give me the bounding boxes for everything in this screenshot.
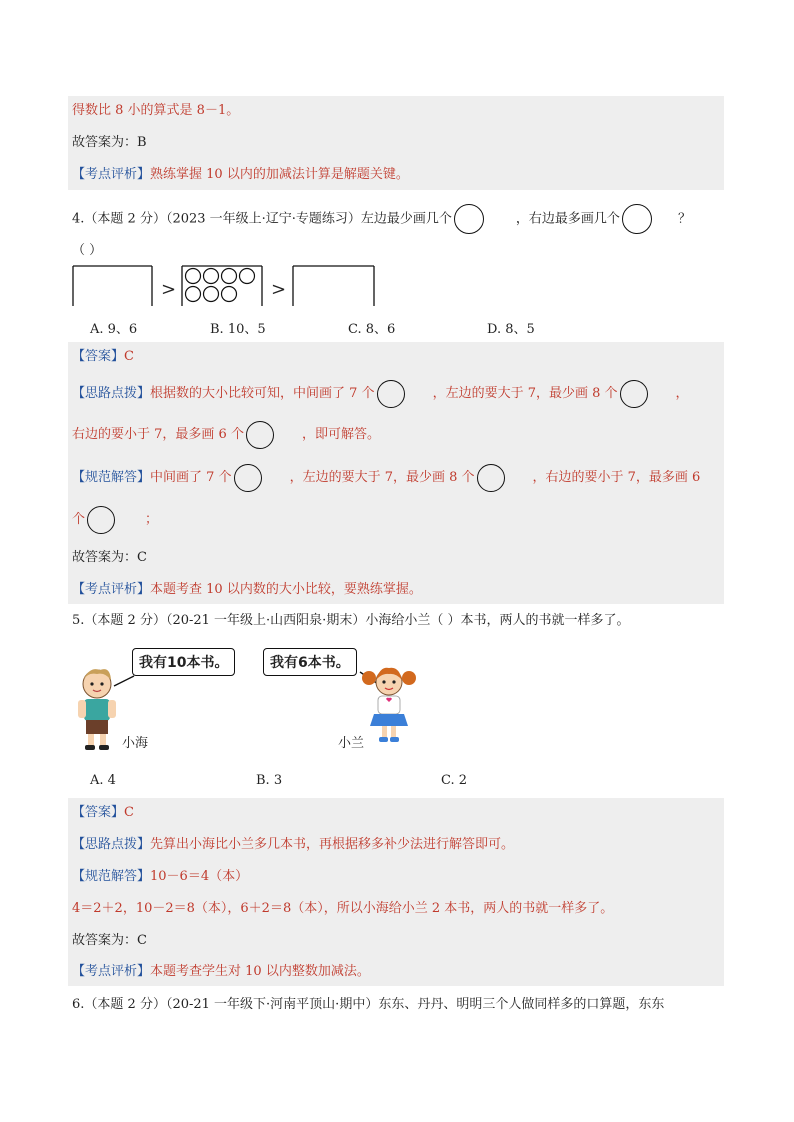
q5-final-answer: 故答案为：C xyxy=(72,933,147,948)
answer-tag: 【答案】 xyxy=(72,805,125,820)
q4-idea-line1 xyxy=(72,379,689,409)
q5-idea xyxy=(72,836,514,854)
q4-solution-line1 xyxy=(72,463,700,493)
review-tag: 【考点评析】 xyxy=(72,582,151,597)
right-box xyxy=(293,266,374,306)
solution-text-a: 中间画了 7 个 xyxy=(150,470,232,485)
answer-value: C xyxy=(124,805,134,820)
circle-icon xyxy=(87,506,115,534)
idea-tag: 【思路点拨】 xyxy=(72,386,151,401)
circle-icon xyxy=(377,380,405,408)
circle-icon xyxy=(234,464,262,492)
review-tag: 【考点评析】 xyxy=(72,167,151,182)
idea-tag: 【思路点拨】 xyxy=(72,837,151,852)
girl-name-label: 小兰 xyxy=(338,736,365,751)
q4-header xyxy=(72,204,691,235)
q5-solution-line2: 4＝2＋2，10－2＝8（本），6＋2＝8（本），所以小海给小兰 2 本书，两人的书就一样多了。 xyxy=(72,901,614,916)
middle-box xyxy=(182,266,262,306)
solution-tag: 【规范解答】 xyxy=(72,470,151,485)
idea-text-b: ，左边的要大于 7，最少画 8 个 xyxy=(432,386,618,401)
circle-icon xyxy=(186,269,201,284)
q4-review xyxy=(72,581,422,599)
review-text: 熟练掌握 10 以内的加减法计算是解题关键。 xyxy=(150,167,409,182)
q4-header-part-a: 4.（本题 2 分）（2023 一年级上·辽宁·专题练习）左边最少画几个 xyxy=(72,211,452,227)
q4-option-d: D. 8、5 xyxy=(487,322,535,337)
circle-icon xyxy=(622,204,652,234)
answer-tag: 【答案】 xyxy=(72,349,125,364)
q3-final-answer: 故答案为：B xyxy=(72,135,147,150)
greater-than-sign-1: > xyxy=(161,279,177,300)
circle-icon xyxy=(246,421,274,449)
circle-icon xyxy=(222,287,237,302)
q5-option-a: A. 4 xyxy=(90,773,116,788)
q4-figure xyxy=(72,264,382,308)
greater-than-sign-2: > xyxy=(271,279,287,300)
q4-option-b: B. 10、5 xyxy=(210,322,266,337)
q4-header-part-b: ，右边最多画几个 xyxy=(515,211,620,227)
idea-text: 先算出小海比小兰多几本书，再根据移多补少法进行解答即可。 xyxy=(150,837,515,852)
speech-bubble-boy: 我有10本书。 xyxy=(132,648,235,676)
solution-text: 10－6＝4（本） xyxy=(150,869,249,884)
review-tag: 【考点评析】 xyxy=(72,964,151,979)
q5-review xyxy=(72,963,370,981)
answer-value: C xyxy=(124,349,134,364)
q5-header: 5.（本题 2 分）（20-21 一年级上·山西阳泉·期末）小海给小兰（ ）本书，两人的书就一样多了。 xyxy=(72,613,630,628)
q4-option-a: A. 9、6 xyxy=(90,322,138,337)
q3-explanation-line: 得数比 8 小的算式是 8－1。 xyxy=(72,103,240,118)
idea-text-c: ， xyxy=(675,386,689,401)
review-text: 本题考查 10 以内数的大小比较，要熟练掌握。 xyxy=(150,582,422,597)
circle-icon xyxy=(620,380,648,408)
q4-answer-paren: （ ） xyxy=(72,243,103,258)
circle-icon xyxy=(240,269,255,284)
q4-header-part-c: ？ xyxy=(677,211,691,227)
solution-text-b: ，左边的要大于 7，最少画 8 个 xyxy=(289,470,475,485)
circle-icon xyxy=(186,287,201,302)
q5-solution xyxy=(72,868,248,886)
q4-answer xyxy=(72,348,134,366)
answer-panel-q5 xyxy=(68,798,724,986)
boy-name-label: 小海 xyxy=(122,736,149,751)
girl-illustration xyxy=(358,662,420,746)
solution-text-c: ，右边的要小于 7，最多画 6 xyxy=(532,470,701,485)
q5-answer xyxy=(72,804,134,822)
q4-option-c: C. 8、6 xyxy=(348,322,396,337)
circle-icon xyxy=(222,269,237,284)
circle-icon xyxy=(454,204,484,234)
q4-idea-line2 xyxy=(72,420,380,450)
review-text: 本题考查学生对 10 以内整数加减法。 xyxy=(150,964,370,979)
q4-final-answer: 故答案为：C xyxy=(72,550,147,565)
circle-icon xyxy=(477,464,505,492)
q6-header: 6.（本题 2 分）（20-21 一年级下·河南平顶山·期中）东东、丹丹、明明三个人做同样多的口算题，东东 xyxy=(72,997,665,1012)
q5-option-c: C. 2 xyxy=(441,773,468,788)
circle-icon xyxy=(204,287,219,302)
solution-tag: 【规范解答】 xyxy=(72,869,151,884)
q5-option-b: B. 3 xyxy=(256,773,283,788)
solution-text-e: ； xyxy=(145,512,159,527)
idea-text-a: 根据数的大小比较可知，中间画了 7 个 xyxy=(150,386,375,401)
circle-icon xyxy=(204,269,219,284)
q3-review xyxy=(72,166,409,184)
speech-bubble-girl: 我有6本书。 xyxy=(263,648,357,676)
idea-text-d: 右边的要小于 7，最多画 6 个 xyxy=(72,427,244,442)
idea-text-e: ，即可解答。 xyxy=(301,427,380,442)
solution-text-d: 个 xyxy=(72,512,86,527)
q4-solution-line2 xyxy=(72,505,158,535)
left-box xyxy=(73,266,152,306)
